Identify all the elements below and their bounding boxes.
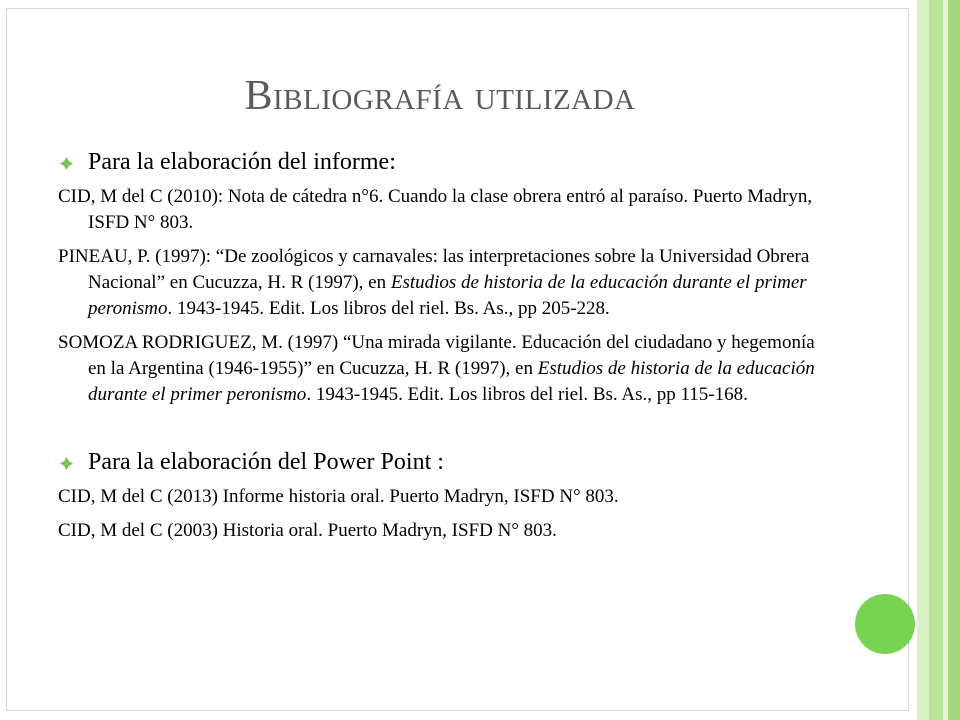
- bibliography-content: [58, 146, 828, 552]
- reference-entry: [58, 184, 828, 236]
- diamond-bullet-icon: [60, 157, 73, 170]
- reference-entry: [58, 244, 828, 322]
- diamond-bullet-icon: [60, 457, 73, 470]
- section-heading: [58, 446, 828, 478]
- slide-title: Bibliografía utilizada: [244, 73, 636, 119]
- reference-text: PINEAU, P. (1997): “De zoológicos y carnavales: las interpretaciones sobre la Universidad Obrera Nacional” en Cucuzza, H. R (1997), en: [58, 246, 810, 293]
- section-gap: [58, 416, 828, 446]
- reference-entry: [58, 518, 828, 544]
- reference-entry: [58, 484, 828, 510]
- section-heading-label: Para la elaboración del informe:: [88, 149, 396, 175]
- reference-text: CID, M del C (2010): Nota de cátedra n°6. Cuando la clase obrera entró al paraíso. Puerto Madryn, ISFD N° 803.: [58, 186, 813, 233]
- reference-title-italic: Estudios de historia de la educación durante el primer peronismo: [88, 358, 815, 405]
- reference-text: . 1943-1945. Edit. Los libros del riel. Bs. As., pp 205-228.: [167, 298, 610, 319]
- reference-text: SOMOZA RODRIGUEZ, M. (1997) “Una mirada vigilante. Educación del ciudadano y hegemonía en la Argentina (1946-1955)” en Cucuzza, H. R (1997), en: [58, 332, 815, 379]
- reference-text: . 1943-1945. Edit. Los libros del riel. Bs. As., pp 115-168.: [306, 384, 748, 405]
- reference-title-italic: Estudios de historia de la educación durante el primer peronismo: [88, 272, 807, 319]
- decor-green-circle: [855, 594, 915, 654]
- reference-text: CID, M del C (2003) Historia oral. Puerto Madryn, ISFD N° 803.: [58, 520, 557, 541]
- section-heading: [58, 146, 828, 178]
- reference-text: CID, M del C (2013) Informe historia oral. Puerto Madryn, ISFD N° 803.: [58, 486, 619, 507]
- section-heading-label: Para la elaboración del Power Point :: [88, 449, 444, 475]
- reference-entry: [58, 330, 828, 408]
- decor-stripe-light: [917, 0, 929, 720]
- decor-stripe-mid: [929, 0, 943, 720]
- decor-stripe-dark: [948, 0, 960, 720]
